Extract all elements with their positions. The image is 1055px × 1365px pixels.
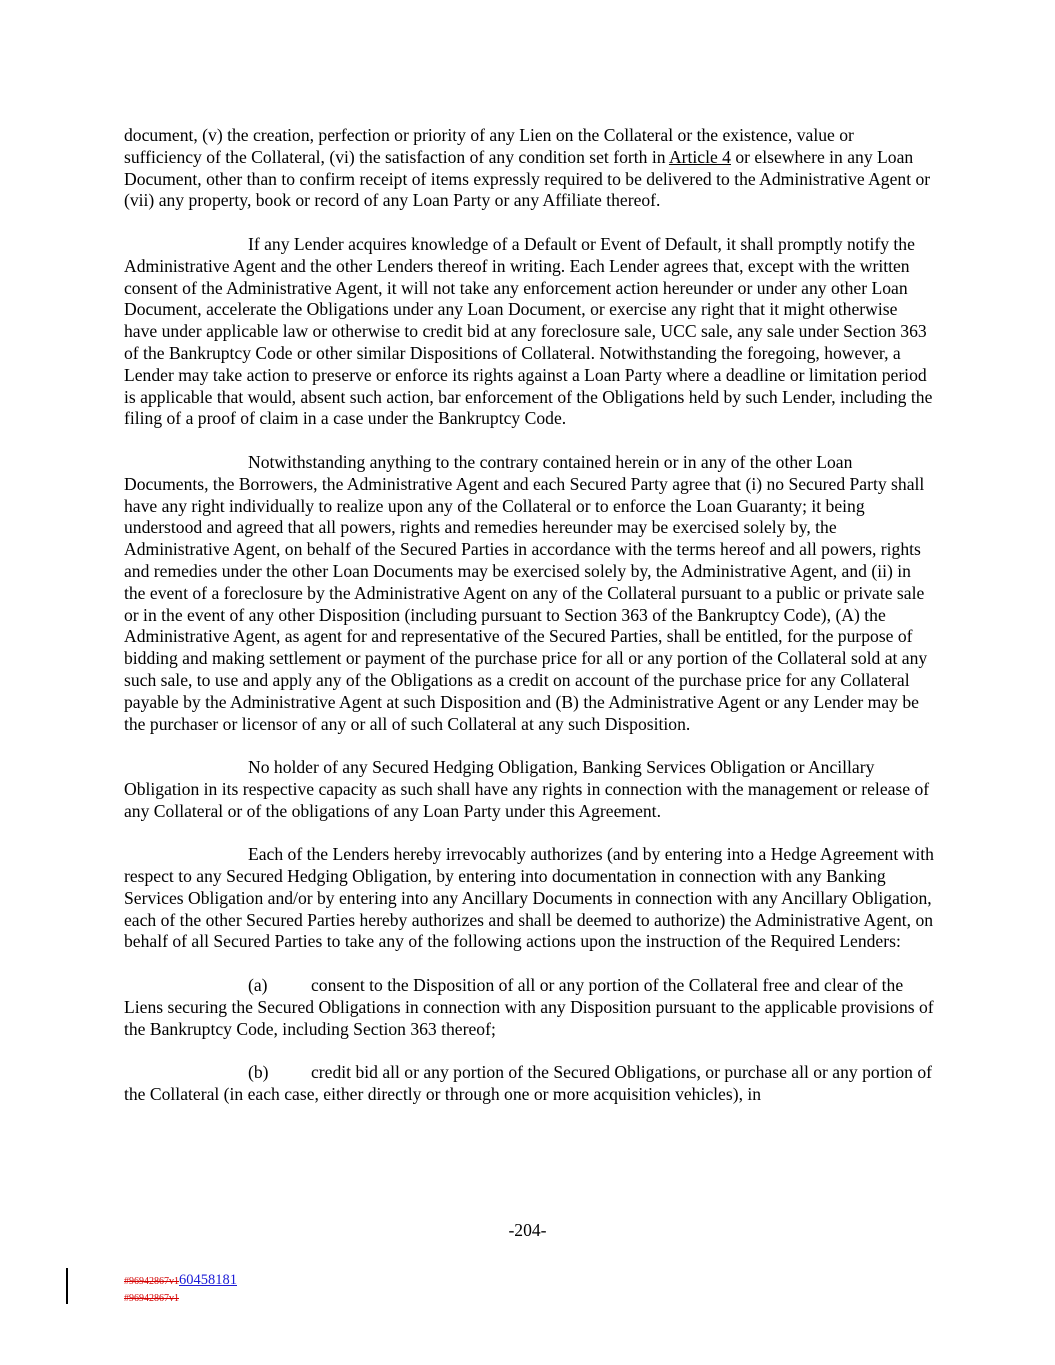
paragraph-3	[124, 452, 934, 735]
inserted-doc-id: 60458181	[179, 1272, 237, 1288]
document-id-footer	[124, 1272, 237, 1306]
page-number: -204-	[508, 1220, 547, 1240]
doc-id-line-2	[124, 1289, 237, 1306]
deleted-doc-id: #96942867v1	[124, 1276, 179, 1287]
paragraph-1-text-after: or elsewhere in any Loan Document, other than to confirm receipt of items expressly required to be delivered to the Administrative Agent or (vii) any property, book or record of any Loan Party or any Affiliate thereof.	[124, 146, 931, 211]
paragraph-5-text: Each of the Lenders hereby irrevocably authorizes (and by entering into a Hedge Agreement with respect to any Secured Hedging Obligation, by entering into documentation in connection with any Banking Services Obligation and/or by entering into any Ancillary Documents in connection with any Ancillary Obligation, each of the other Secured Parties hereby authorizes and shall be deemed to authorize) the Administrative Agent, on behalf of all Secured Parties to take any of the following actions upon the instruction of the Required Lenders:	[124, 844, 934, 952]
list-item-text: consent to the Disposition of all or any portion of the Collateral free and clear of the Liens securing the Secured Obligations in connection with any Disposition pursuant to the applicable provisions of the Bankruptcy Code, including Section 363 thereof;	[124, 975, 934, 1039]
paragraph-4-text: No holder of any Secured Hedging Obligation, Banking Services Obligation or Ancillary Obligation in its respective capacity as such shall have any rights in connection with the management or release of any Collateral or of the obligations of any Loan Party under this Agreement.	[124, 757, 930, 821]
article-4-reference: Article 4	[668, 146, 731, 167]
list-item-label: (a)	[248, 975, 268, 996]
paragraph-2-text: If any Lender acquires knowledge of a Default or Event of Default, it shall promptly notify the Administrative Agent and the other Lenders thereof in writing. Each Lender agrees that, except with the written consent of the Administrative Agent, it will not take any enforcement action hereunder or under any other Loan Document, accelerate the Obligations under any Loan Document, or exercise any right that it might otherwise have under applicable law or otherwise to credit bid at any foreclosure sale, UCC sale, any sale under Section 363 of the Bankruptcy Code or other similar Dispositions of Collateral. Notwithstanding the foregoing, however, a Lender may take action to preserve or enforce its rights against a Loan Party where a deadline or limitation period is applicable that would, absent such action, bar enforcement of the Obligations held by such Lender, including the filing of a proof of claim in a case under the Bankruptcy Code.	[124, 233, 933, 429]
list-item-b	[124, 1062, 934, 1106]
revision-change-bar	[66, 1268, 68, 1304]
list-item-label: (b)	[248, 1062, 269, 1083]
document-body	[124, 125, 934, 1128]
paragraph-5	[124, 844, 934, 953]
paragraph-2	[124, 234, 934, 430]
doc-id-line-1	[124, 1272, 237, 1289]
list-item-a	[124, 975, 934, 1040]
deleted-doc-id-2: #96942867v1	[124, 1293, 179, 1304]
paragraph-4	[124, 757, 934, 822]
paragraph-1	[124, 125, 934, 212]
paragraph-3-text: Notwithstanding anything to the contrary contained herein or in any of the other Loan Documents, the Borrowers, the Administrative Agent and each Secured Party agree that (i) no Secured Party shall have any right individually to realize upon any of the Collateral or to enforce the Loan Guaranty; it being understood and agreed that all powers, rights and remedies hereunder may be exercised solely by, the Administrative Agent, on behalf of the Secured Parties in accordance with the terms hereof and all powers, rights and remedies under the other Loan Documents may be exercised solely by, the Administrative Agent, and (ii) in the event of a foreclosure by the Administrative Agent on any of the Collateral pursuant to a public or private sale or in the event of any other Disposition (including pursuant to Section 363 of the Bankruptcy Code), (A) the Administrative Agent, as agent for and representative of the Secured Parties, shall be entitled, for the purpose of bidding and making settlement or payment of the purchase price for all or any portion of the Collateral sold at any such sale, to use and apply any of the Obligations as a credit on account of the purchase price for any Collateral payable by the Administrative Agent at such Disposition and (B) the Administrative Agent or any Lender may be the purchaser or licensor of any or all of such Collateral at any such Disposition.	[124, 451, 928, 734]
list-item-text: credit bid all or any portion of the Secured Obligations, or purchase all or any portion of the Collateral (in each case, either directly or through one or more acquisition vehicles), in	[124, 1062, 932, 1105]
paragraph-1-text-before: document, (v) the creation, perfection or priority of any Lien on the Collateral or the existence, value or sufficiency of the Collateral, (vi) the satisfaction of any condition set forth in	[124, 125, 854, 167]
